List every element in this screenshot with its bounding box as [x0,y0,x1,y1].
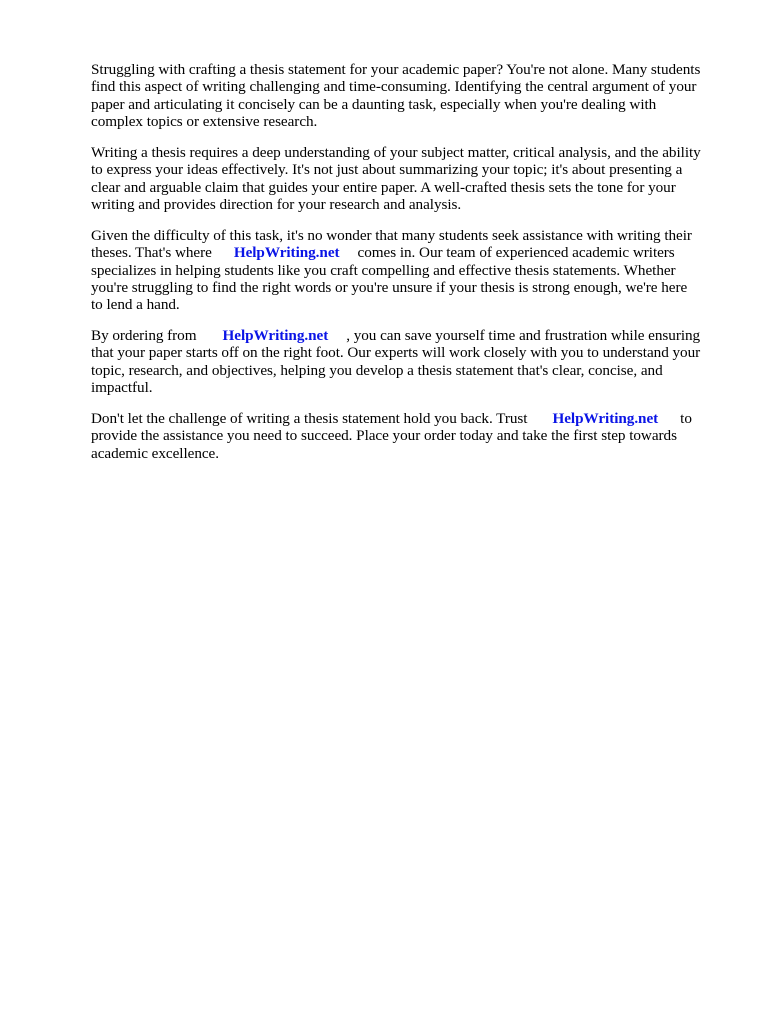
text-before-link: Don't let the challenge of writing a thesis statement hold you back. Trust [91,409,528,427]
text-line: impactful. [91,379,153,397]
text-line: that your paper starts off on the right foot. Our experts will work closely with you to understand your [91,344,701,362]
text-line-with-link [91,244,731,261]
text-line-with-link [91,327,731,344]
text-line: Struggling with crafting a thesis statement for your academic paper? You're not alone. Many students [91,61,701,78]
text-line: topic, research, and objectives, helping you develop a thesis statement that's clear, concise, and [91,361,663,379]
text-line: paper and articulating it concisely can be a daunting task, especially when you're dealing with [91,95,657,113]
text-after-link: , you can save yourself time and frustration while ensuring [346,326,701,344]
text-line: provide the assistance you need to succeed. Place your order today and take the first step towards [91,427,677,445]
paragraph-3 [91,227,731,314]
text-before-link: By ordering from [91,326,197,344]
paragraph-5 [91,410,731,462]
text-line: specializes in helping students like you craft compelling and effective thesis statements. Whether [91,261,676,279]
text-after-link: to [680,409,692,427]
text-line: clear and arguable claim that guides your entire paper. A well-crafted thesis sets the tone for your [91,178,676,196]
helpwriting-link[interactable]: HelpWriting.net [222,326,329,344]
paragraph-2 [91,144,731,214]
text-line: to lend a hand. [91,296,180,314]
text-line: Writing a thesis requires a deep understanding of your subject matter, critical analysis, and the ability [91,143,701,161]
text-line: writing and provides direction for your research and analysis. [91,196,462,214]
text-after-link: comes in. Our team of experienced academic writers [357,244,675,262]
helpwriting-link[interactable]: HelpWriting.net [233,244,340,262]
text-line: find this aspect of writing challenging and time-consuming. Identifying the central argument of your [91,78,697,96]
paragraph-4 [91,327,731,397]
text-line: complex topics or extensive research. [91,113,318,131]
text-line: academic excellence. [91,444,219,462]
document-body [91,61,731,475]
text-line: you're struggling to find the right words or you're unsure if your thesis is strong enough, we're here [91,278,688,296]
text-line-with-link [91,410,731,427]
paragraph-1 [91,61,731,131]
text-line: Given the difficulty of this task, it's no wonder that many students seek assistance with writing their [91,226,692,244]
text-line: to express your ideas effectively. It's not just about summarizing your topic; it's about presenting a [91,161,683,179]
helpwriting-link[interactable]: HelpWriting.net [552,409,659,427]
text-before-link: theses. That's where [91,244,212,262]
